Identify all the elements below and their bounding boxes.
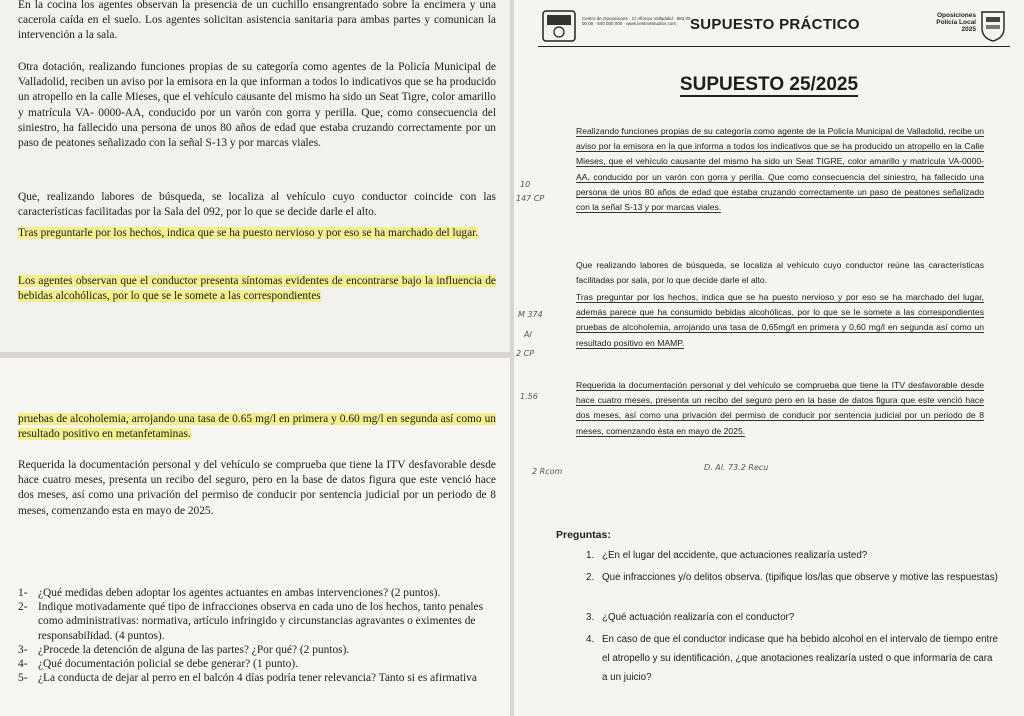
question-text: Indique motivadamente qué tipo de infracciones observa en cada uno de los hechos, tanto penales como administrativas: normativa, artículo infringido y circunstancias agravantes o eximentes de responsabilidad. (4 puntos). <box>38 601 484 642</box>
question-text: ¿Qué actuación realizaría con el conductor? <box>602 612 795 623</box>
left-document-top-page <box>0 0 510 352</box>
margin-note: 2 Rcom <box>532 467 563 476</box>
question-number: 4. <box>586 634 595 645</box>
paragraph-search <box>18 190 496 220</box>
left-question <box>18 586 496 600</box>
margin-note: 2 CP <box>516 349 535 358</box>
right-question <box>586 608 998 627</box>
question-text: ¿Qué medidas deben adoptar los agentes actuantes en ambas intervenciones? (2 puntos). <box>38 587 441 599</box>
opo-year: 2025 <box>961 26 976 33</box>
left-document-bottom-page <box>0 358 510 716</box>
case-title <box>514 74 1024 96</box>
left-question <box>18 643 496 657</box>
questions-heading: Preguntas: <box>556 529 611 541</box>
school-contact-text: Centro de Oposiciones · C/ Alfonso Valladolid · 983 00 00 00 · 640 000 000 · www.centroestudios.com <box>582 16 691 27</box>
header-title: SUPUESTO PRÁCTICO <box>690 16 860 33</box>
right-paragraph-accident <box>576 124 984 215</box>
question-number: 3- <box>18 643 28 656</box>
paragraph-symptoms <box>18 274 496 304</box>
case-title-text: SUPUESTO 25/2025 <box>679 74 859 95</box>
question-number: 4- <box>18 658 28 671</box>
left-question <box>18 600 496 643</box>
question-number: 1. <box>586 550 595 561</box>
margin-note: 10 <box>520 180 531 189</box>
right-paragraph-search: Que realizando labores de búsqueda, se localiza al vehículo cuyo conductor reúne las características facilitadas por sala, por lo que decide darle el alto. <box>576 260 984 286</box>
right-paragraph-questioning-text: Tras preguntar por los hechos, indica que se ha puesto nervioso y por eso se ha marchado del lugar, además parece que ha consumido bebidas alcohólicas, por lo que se le somete a las correspondientes pruebas de alcoholemia, arrojando una tasa de 0,65mg/l en primera y 0,60 mg/l en segunda así como un resultado positivo en MAMP. <box>576 292 984 348</box>
question-number: 2. <box>586 572 595 583</box>
paragraph-kitchen: En la cocina los agentes observan la presencia de un cuchillo ensangrentado sobre la encimera y una cacerola caída en el suelo. Los agentes solicitan asistencia sanitaria para ambas partes y comunican la intervención a la sala. <box>18 0 496 42</box>
margin-note: D. Al. 73.2 Recu <box>704 463 769 472</box>
right-paragraph-questioning <box>576 290 984 351</box>
right-question <box>586 568 998 587</box>
question-number: 5- <box>18 672 28 685</box>
paragraph-questioning-text: Tras preguntarle por los hechos, indica que se ha puesto nervioso y por eso se ha marchado del lugar. <box>18 227 479 239</box>
question-number: 2- <box>18 601 28 614</box>
right-question <box>586 630 998 687</box>
paragraph-symptoms-text: Los agentes observan que el conductor presenta síntomas evidentes de encontrarse bajo la influencia de bebidas alcohólicas, por lo que se le somete a las correspondientes <box>18 275 496 303</box>
paragraph-alcohol-test <box>18 412 496 442</box>
question-number: 3. <box>586 612 595 623</box>
margin-note: 147 CP <box>516 194 545 203</box>
question-text: Que infracciones y/o delitos observa. (tipifique los/las que observe y motive las respuestas) <box>602 572 998 583</box>
paragraph-alcohol-test-text: pruebas de alcoholemia, arrojando una tasa de 0.65 mg/l en primera y 0.60 mg/l en segunda así como un resultado positivo en metanfetaminas. <box>18 413 496 441</box>
paragraph-documentation: Requerida la documentación personal y del vehículo se comprueba que tiene la ITV desfavorable desde hace cuatro meses, presenta un recibo del seguro, pero en la base de datos figura que este venció hace dos meses, así como una privación del permiso de conducir por sentencia judicial por un periodo de 8 meses, comenzando esta en mayo de 2025. <box>18 459 496 517</box>
right-paragraph-documentation-text: Requerida la documentación personal y del vehículo se comprueba que tiene la ITV desfavorable desde hace cuatro meses, presenta un recibo del seguro pero en la base de datos figura que este venció hace dos meses, así como una privación del permiso de conducir por sentencia judicial por un periodo de 8 meses, comenzando ésta en mayo de 2025. <box>576 380 984 436</box>
opo-label <box>916 12 976 33</box>
margin-note: Al <box>524 330 532 339</box>
question-text: ¿Procede la detención de alguna de las partes? ¿Por qué? (2 puntos). <box>38 643 350 656</box>
paragraph-search-text: Que, realizando labores de búsqueda, se localiza al vehículo cuyo conductor coincide con las características facilitadas por la Sala del 092, por lo que se decide darle el alto. <box>18 191 496 219</box>
right-paragraph-accident-text: Realizando funciones propias de su categoría como agente de la Policía Municipal de Valladolid, recibe un aviso por la emisora en la que informa a todos los indicativos que se ha producido un atropello en la Calle Mieses, que el vehículo causante del mismo ha sido un Seat TIGRE, color amarillo y matrícula VA-0000-AA, conducido por un varón con gorra y perilla. Que como consecuencia del siniestro, ha fallecido una persona de unos 80 años de edad que estaba cruzando correctamente un paso de peatones señalizado con la señal S-13 y por marcas viales. <box>576 126 984 213</box>
question-text: ¿La conducta de dejar al perro en el balcón 4 días podría tener relevancia? Tanto si es afirmativa <box>38 672 477 685</box>
school-crest-icon <box>542 10 576 42</box>
paragraph-accident-call-text: Otra dotación, realizando funciones propias de su categoría como agentes de la Policía Municipal de Valladolid, reciben un aviso por la emisora en la que informan a todos lo indicativos que se ha producido un atropello en la calle Mieses, que el vehículo causante del mismo ha sido un Seat Tigre, color amarillo y matrícula VA- 0000-AA, conducido por un varón con gorra y perilla. Que, como consecuencia del siniestro, ha fallecido una persona de unos 80 años de edad que estaba cruzando correctamente por un paso de peatones señalizado con la señal S-13 y por marcas viales. <box>18 61 496 150</box>
paragraph-accident-call <box>18 60 496 151</box>
question-text: ¿En el lugar del accidente, que actuaciones realizaría usted? <box>602 550 868 561</box>
opo-label-text: Oposiciones Policía Local <box>936 12 976 26</box>
question-number: 1- <box>18 587 28 599</box>
right-paragraph-documentation <box>576 378 984 439</box>
paragraph-questioning <box>18 226 496 241</box>
left-question <box>18 657 496 671</box>
right-question <box>586 546 998 565</box>
left-question-list <box>18 586 496 685</box>
right-document-page <box>514 0 1024 716</box>
police-crest-icon <box>980 10 1006 42</box>
document-header <box>538 6 1010 47</box>
left-question <box>18 671 496 685</box>
question-text: ¿Qué documentación policial se debe generar? (1 punto). <box>38 658 298 671</box>
margin-note: 1.56 <box>520 392 538 401</box>
question-text: En caso de que el conductor indicase que ha bebido alcohol en el intervalo de tiempo entre el atropello y su identificación, ¿que anotaciones realizaría usted o que informaría de cara a un juicio? <box>602 634 998 683</box>
margin-note: M 374 <box>518 310 543 319</box>
